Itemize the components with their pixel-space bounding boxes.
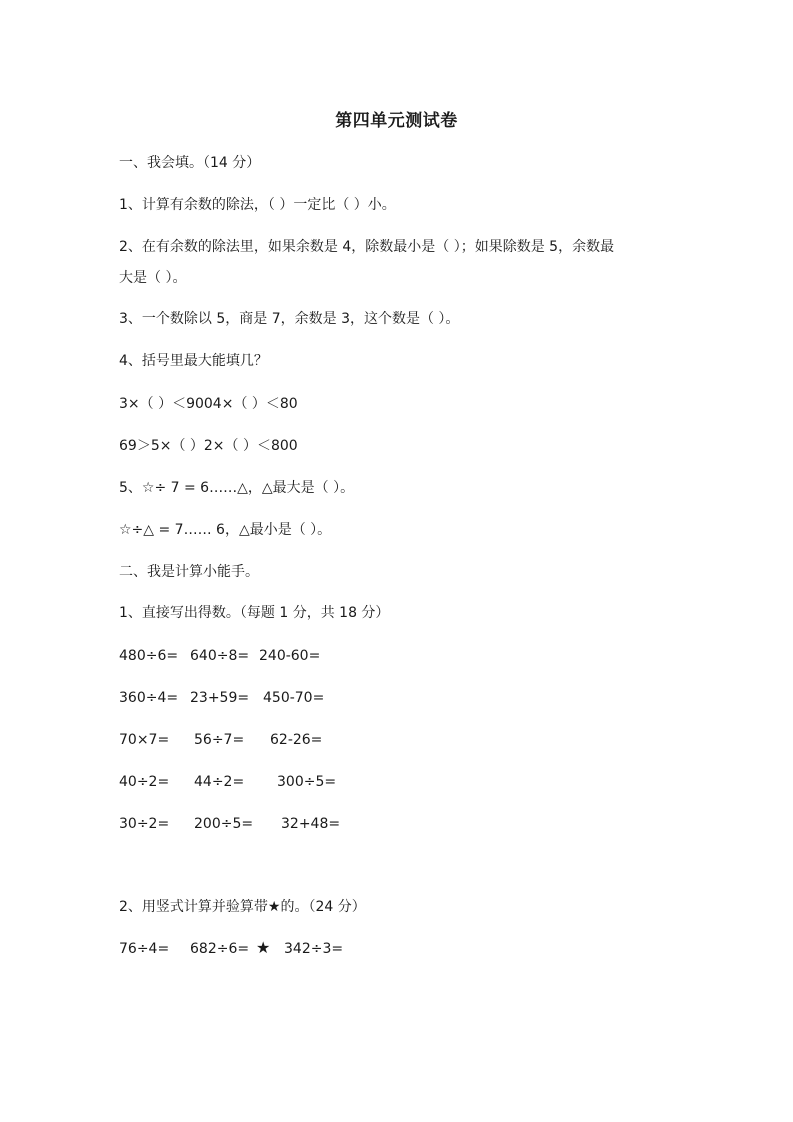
question-4-part-a: 3×（ ）＜9004×（ ）＜80 <box>119 396 298 412</box>
page-title: 第四单元测试卷 <box>335 111 458 131</box>
question-4: 4、括号里最大能填几？ <box>119 353 268 369</box>
mental-math-item: 70×7= <box>119 732 170 748</box>
mental-math-item: 30÷2= <box>119 816 170 832</box>
vertical-calc-item: 76÷4= <box>119 941 170 957</box>
mental-math-item: 240-60= <box>259 648 321 664</box>
subsection-2-heading: 2、用竖式计算并验算带★的。（24 分） <box>119 899 366 915</box>
subsection-1-heading: 1、直接写出得数。（每题 1 分，共 18 分） <box>119 605 390 621</box>
question-4-part-b: 69＞5×（ ）2×（ ）＜800 <box>119 438 298 454</box>
question-2-line-2: 大是（ ）。 <box>119 270 187 286</box>
mental-math-item: 450-70= <box>263 690 325 706</box>
section-two-heading: 二、我是计算小能手。 <box>119 564 259 580</box>
question-3: 3、一个数除以 5，商是 7，余数是 3，这个数是（ ）。 <box>119 311 460 327</box>
star-icon: ★ <box>256 938 271 957</box>
mental-math-item: 360÷4= <box>119 690 179 706</box>
mental-math-item: 23+59= <box>190 690 250 706</box>
question-1: 1、计算有余数的除法，（ ）一定比（ ）小。 <box>119 197 396 213</box>
mental-math-item: 640÷8= <box>190 648 250 664</box>
question-2-line-1: 2、在有余数的除法里，如果余数是 4，除数最小是（ ）；如果除数是 5，余数最 <box>119 239 615 255</box>
mental-math-item: 62-26= <box>270 732 323 748</box>
mental-math-item: 480÷6= <box>119 648 179 664</box>
section-one-heading: 一、我会填。（14 分） <box>119 155 261 171</box>
mental-math-item: 40÷2= <box>119 774 170 790</box>
mental-math-item: 56÷7= <box>194 732 245 748</box>
mental-math-item: 32+48= <box>281 816 341 832</box>
mental-math-item: 200÷5= <box>194 816 254 832</box>
question-5: 5、☆÷ 7 = 6……△，△最大是（ ）。 <box>119 480 355 496</box>
mental-math-item: 300÷5= <box>277 774 337 790</box>
vertical-calc-item: 682÷6= <box>190 941 250 957</box>
question-5-part-b: ☆÷△ = 7…… 6，△最小是（ ）。 <box>119 522 332 538</box>
vertical-calc-item: 342÷3= <box>284 941 344 957</box>
mental-math-item: 44÷2= <box>194 774 245 790</box>
